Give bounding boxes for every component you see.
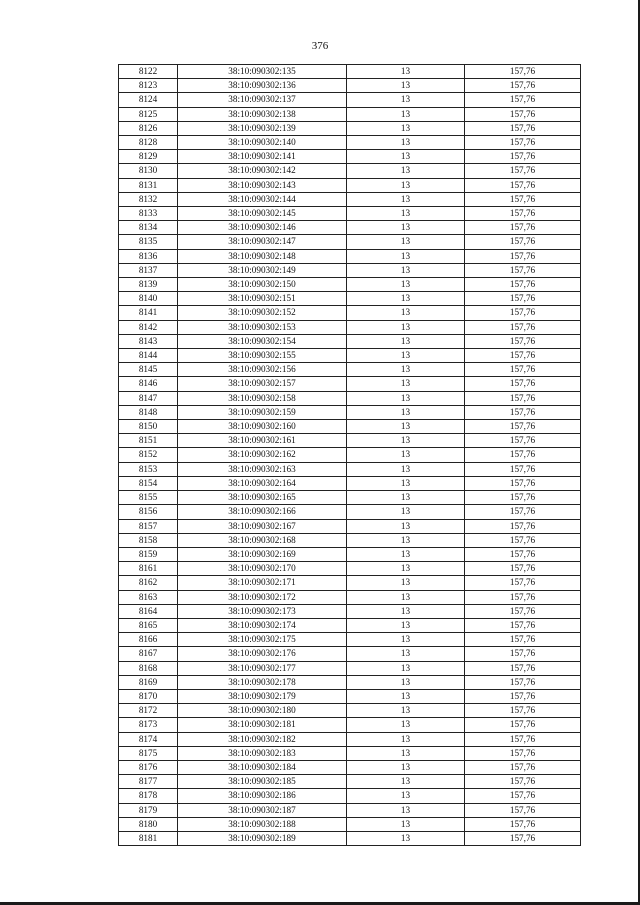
cadastral-number-cell: 38:10:090302:179 (178, 689, 347, 703)
cadastral-number-cell: 38:10:090302:173 (178, 604, 347, 618)
amount-cell: 157,76 (465, 647, 581, 661)
table-row (119, 434, 581, 448)
table-row (119, 647, 581, 661)
table-row (119, 462, 581, 476)
amount-cell: 157,76 (465, 235, 581, 249)
quantity-cell: 13 (347, 93, 465, 107)
cadastral-number-cell: 38:10:090302:160 (178, 420, 347, 434)
table-row (119, 249, 581, 263)
amount-cell: 157,76 (465, 136, 581, 150)
quantity-cell: 13 (347, 391, 465, 405)
table-row (119, 192, 581, 206)
cadastral-number-cell: 38:10:090302:170 (178, 562, 347, 576)
table-row (119, 136, 581, 150)
table-row (119, 675, 581, 689)
cadastral-number-cell: 38:10:090302:184 (178, 760, 347, 774)
quantity-cell: 13 (347, 675, 465, 689)
table-row (119, 746, 581, 760)
record-number-cell: 8125 (119, 107, 178, 121)
quantity-cell: 13 (347, 405, 465, 419)
amount-cell: 157,76 (465, 207, 581, 221)
record-number-cell: 8169 (119, 675, 178, 689)
record-number-cell: 8136 (119, 249, 178, 263)
quantity-cell: 13 (347, 505, 465, 519)
record-number-cell: 8144 (119, 349, 178, 363)
record-number-cell: 8175 (119, 746, 178, 760)
table-row (119, 789, 581, 803)
table-row (119, 760, 581, 774)
table-row (119, 391, 581, 405)
quantity-cell: 13 (347, 221, 465, 235)
quantity-cell: 13 (347, 235, 465, 249)
cadastral-number-cell: 38:10:090302:154 (178, 334, 347, 348)
amount-cell: 157,76 (465, 590, 581, 604)
cadastral-number-cell: 38:10:090302:172 (178, 590, 347, 604)
table-row (119, 65, 581, 79)
quantity-cell: 13 (347, 207, 465, 221)
table-row (119, 207, 581, 221)
quantity-cell: 13 (347, 292, 465, 306)
record-number-cell: 8178 (119, 789, 178, 803)
cadastral-number-cell: 38:10:090302:167 (178, 519, 347, 533)
quantity-cell: 13 (347, 448, 465, 462)
amount-cell: 157,76 (465, 164, 581, 178)
quantity-cell: 13 (347, 775, 465, 789)
cadastral-number-cell: 38:10:090302:166 (178, 505, 347, 519)
amount-cell: 157,76 (465, 576, 581, 590)
table-row (119, 562, 581, 576)
record-number-cell: 8154 (119, 476, 178, 490)
cadastral-number-cell: 38:10:090302:151 (178, 292, 347, 306)
quantity-cell: 13 (347, 746, 465, 760)
quantity-cell: 13 (347, 647, 465, 661)
cadastral-number-cell: 38:10:090302:161 (178, 434, 347, 448)
record-number-cell: 8179 (119, 803, 178, 817)
amount-cell: 157,76 (465, 121, 581, 135)
quantity-cell: 13 (347, 136, 465, 150)
record-number-cell: 8172 (119, 704, 178, 718)
record-number-cell: 8146 (119, 377, 178, 391)
quantity-cell: 13 (347, 363, 465, 377)
quantity-cell: 13 (347, 65, 465, 79)
amount-cell: 157,76 (465, 618, 581, 632)
cadastral-number-cell: 38:10:090302:163 (178, 462, 347, 476)
quantity-cell: 13 (347, 164, 465, 178)
record-number-cell: 8124 (119, 93, 178, 107)
quantity-cell: 13 (347, 263, 465, 277)
amount-cell: 157,76 (465, 462, 581, 476)
quantity-cell: 13 (347, 79, 465, 93)
amount-cell: 157,76 (465, 434, 581, 448)
quantity-cell: 13 (347, 306, 465, 320)
cadastral-number-cell: 38:10:090302:138 (178, 107, 347, 121)
record-number-cell: 8181 (119, 831, 178, 845)
record-number-cell: 8155 (119, 491, 178, 505)
amount-cell: 157,76 (465, 476, 581, 490)
amount-cell: 157,76 (465, 789, 581, 803)
cadastral-number-cell: 38:10:090302:183 (178, 746, 347, 760)
record-number-cell: 8122 (119, 65, 178, 79)
record-number-cell: 8164 (119, 604, 178, 618)
table-row (119, 93, 581, 107)
cadastral-number-cell: 38:10:090302:155 (178, 349, 347, 363)
quantity-cell: 13 (347, 661, 465, 675)
table-row (119, 363, 581, 377)
record-number-cell: 8126 (119, 121, 178, 135)
quantity-cell: 13 (347, 519, 465, 533)
table-row (119, 121, 581, 135)
table-row (119, 405, 581, 419)
table-row (119, 150, 581, 164)
cadastral-number-cell: 38:10:090302:178 (178, 675, 347, 689)
record-number-cell: 8129 (119, 150, 178, 164)
cadastral-number-cell: 38:10:090302:150 (178, 278, 347, 292)
amount-cell: 157,76 (465, 704, 581, 718)
amount-cell: 157,76 (465, 334, 581, 348)
record-number-cell: 8157 (119, 519, 178, 533)
cadastral-number-cell: 38:10:090302:162 (178, 448, 347, 462)
cadastral-number-cell: 38:10:090302:156 (178, 363, 347, 377)
table-row (119, 533, 581, 547)
amount-cell: 157,76 (465, 604, 581, 618)
table-row (119, 377, 581, 391)
record-number-cell: 8148 (119, 405, 178, 419)
table-row (119, 732, 581, 746)
table-row (119, 334, 581, 348)
amount-cell: 157,76 (465, 760, 581, 774)
table-row (119, 661, 581, 675)
record-number-cell: 8159 (119, 547, 178, 561)
quantity-cell: 13 (347, 732, 465, 746)
quantity-cell: 13 (347, 320, 465, 334)
quantity-cell: 13 (347, 789, 465, 803)
cadastral-number-cell: 38:10:090302:143 (178, 178, 347, 192)
amount-cell: 157,76 (465, 79, 581, 93)
table-row (119, 718, 581, 732)
table-row (119, 775, 581, 789)
quantity-cell: 13 (347, 192, 465, 206)
amount-cell: 157,76 (465, 533, 581, 547)
cadastral-number-cell: 38:10:090302:159 (178, 405, 347, 419)
record-number-cell: 8143 (119, 334, 178, 348)
table-row (119, 831, 581, 845)
amount-cell: 157,76 (465, 292, 581, 306)
amount-cell: 157,76 (465, 505, 581, 519)
record-number-cell: 8139 (119, 278, 178, 292)
amount-cell: 157,76 (465, 263, 581, 277)
data-table (118, 64, 581, 846)
cadastral-number-cell: 38:10:090302:148 (178, 249, 347, 263)
table-body (119, 65, 581, 846)
quantity-cell: 13 (347, 817, 465, 831)
amount-cell: 157,76 (465, 718, 581, 732)
record-number-cell: 8153 (119, 462, 178, 476)
amount-cell: 157,76 (465, 831, 581, 845)
amount-cell: 157,76 (465, 349, 581, 363)
record-number-cell: 8145 (119, 363, 178, 377)
cadastral-number-cell: 38:10:090302:180 (178, 704, 347, 718)
cadastral-number-cell: 38:10:090302:158 (178, 391, 347, 405)
cadastral-number-cell: 38:10:090302:142 (178, 164, 347, 178)
table-row (119, 491, 581, 505)
quantity-cell: 13 (347, 434, 465, 448)
table-row (119, 476, 581, 490)
record-number-cell: 8131 (119, 178, 178, 192)
cadastral-number-cell: 38:10:090302:144 (178, 192, 347, 206)
quantity-cell: 13 (347, 178, 465, 192)
amount-cell: 157,76 (465, 519, 581, 533)
page-number: 376 (311, 40, 329, 52)
amount-cell: 157,76 (465, 817, 581, 831)
record-number-cell: 8156 (119, 505, 178, 519)
table-row (119, 704, 581, 718)
quantity-cell: 13 (347, 831, 465, 845)
record-number-cell: 8134 (119, 221, 178, 235)
table-row (119, 235, 581, 249)
cadastral-number-cell: 38:10:090302:165 (178, 491, 347, 505)
amount-cell: 157,76 (465, 249, 581, 263)
cadastral-number-cell: 38:10:090302:141 (178, 150, 347, 164)
amount-cell: 157,76 (465, 306, 581, 320)
record-number-cell: 8165 (119, 618, 178, 632)
record-number-cell: 8170 (119, 689, 178, 703)
cadastral-number-cell: 38:10:090302:187 (178, 803, 347, 817)
table-row (119, 164, 581, 178)
quantity-cell: 13 (347, 803, 465, 817)
cadastral-number-cell: 38:10:090302:145 (178, 207, 347, 221)
cadastral-number-cell: 38:10:090302:147 (178, 235, 347, 249)
cadastral-number-cell: 38:10:090302:139 (178, 121, 347, 135)
amount-cell: 157,76 (465, 363, 581, 377)
cadastral-number-cell: 38:10:090302:186 (178, 789, 347, 803)
cadastral-number-cell: 38:10:090302:136 (178, 79, 347, 93)
record-number-cell: 8141 (119, 306, 178, 320)
table-row (119, 618, 581, 632)
amount-cell: 157,76 (465, 689, 581, 703)
cadastral-number-cell: 38:10:090302:168 (178, 533, 347, 547)
amount-cell: 157,76 (465, 420, 581, 434)
amount-cell: 157,76 (465, 661, 581, 675)
quantity-cell: 13 (347, 420, 465, 434)
cadastral-number-cell: 38:10:090302:164 (178, 476, 347, 490)
quantity-cell: 13 (347, 150, 465, 164)
cadastral-number-cell: 38:10:090302:176 (178, 647, 347, 661)
quantity-cell: 13 (347, 377, 465, 391)
table-row (119, 519, 581, 533)
amount-cell: 157,76 (465, 65, 581, 79)
quantity-cell: 13 (347, 491, 465, 505)
amount-cell: 157,76 (465, 775, 581, 789)
amount-cell: 157,76 (465, 562, 581, 576)
cadastral-number-cell: 38:10:090302:153 (178, 320, 347, 334)
cadastral-number-cell: 38:10:090302:157 (178, 377, 347, 391)
amount-cell: 157,76 (465, 732, 581, 746)
amount-cell: 157,76 (465, 405, 581, 419)
quantity-cell: 13 (347, 121, 465, 135)
quantity-cell: 13 (347, 334, 465, 348)
cadastral-number-cell: 38:10:090302:135 (178, 65, 347, 79)
quantity-cell: 13 (347, 704, 465, 718)
cadastral-number-cell: 38:10:090302:175 (178, 633, 347, 647)
amount-cell: 157,76 (465, 150, 581, 164)
cadastral-number-cell: 38:10:090302:174 (178, 618, 347, 632)
cadastral-number-cell: 38:10:090302:185 (178, 775, 347, 789)
record-number-cell: 8132 (119, 192, 178, 206)
table-row (119, 79, 581, 93)
cadastral-number-cell: 38:10:090302:188 (178, 817, 347, 831)
record-number-cell: 8158 (119, 533, 178, 547)
table-row (119, 803, 581, 817)
amount-cell: 157,76 (465, 320, 581, 334)
amount-cell: 157,76 (465, 547, 581, 561)
amount-cell: 157,76 (465, 746, 581, 760)
quantity-cell: 13 (347, 278, 465, 292)
table-row (119, 292, 581, 306)
record-number-cell: 8166 (119, 633, 178, 647)
table-row (119, 306, 581, 320)
amount-cell: 157,76 (465, 192, 581, 206)
cadastral-number-cell: 38:10:090302:146 (178, 221, 347, 235)
table-row (119, 278, 581, 292)
cadastral-number-cell: 38:10:090302:181 (178, 718, 347, 732)
amount-cell: 157,76 (465, 391, 581, 405)
record-number-cell: 8147 (119, 391, 178, 405)
record-number-cell: 8176 (119, 760, 178, 774)
amount-cell: 157,76 (465, 221, 581, 235)
table-row (119, 633, 581, 647)
amount-cell: 157,76 (465, 803, 581, 817)
record-number-cell: 8137 (119, 263, 178, 277)
record-number-cell: 8151 (119, 434, 178, 448)
quantity-cell: 13 (347, 633, 465, 647)
quantity-cell: 13 (347, 562, 465, 576)
cadastral-number-cell: 38:10:090302:177 (178, 661, 347, 675)
table-row (119, 320, 581, 334)
record-number-cell: 8133 (119, 207, 178, 221)
table-row (119, 604, 581, 618)
quantity-cell: 13 (347, 476, 465, 490)
record-number-cell: 8135 (119, 235, 178, 249)
amount-cell: 157,76 (465, 448, 581, 462)
quantity-cell: 13 (347, 689, 465, 703)
quantity-cell: 13 (347, 349, 465, 363)
table-row (119, 448, 581, 462)
record-number-cell: 8130 (119, 164, 178, 178)
quantity-cell: 13 (347, 618, 465, 632)
record-number-cell: 8168 (119, 661, 178, 675)
quantity-cell: 13 (347, 107, 465, 121)
record-number-cell: 8161 (119, 562, 178, 576)
quantity-cell: 13 (347, 576, 465, 590)
quantity-cell: 13 (347, 533, 465, 547)
record-number-cell: 8174 (119, 732, 178, 746)
table-row (119, 590, 581, 604)
cadastral-number-cell: 38:10:090302:149 (178, 263, 347, 277)
amount-cell: 157,76 (465, 377, 581, 391)
quantity-cell: 13 (347, 249, 465, 263)
table-row (119, 107, 581, 121)
quantity-cell: 13 (347, 590, 465, 604)
record-number-cell: 8128 (119, 136, 178, 150)
cadastral-number-cell: 38:10:090302:152 (178, 306, 347, 320)
table-row (119, 689, 581, 703)
quantity-cell: 13 (347, 718, 465, 732)
record-number-cell: 8173 (119, 718, 178, 732)
record-number-cell: 8142 (119, 320, 178, 334)
cadastral-number-cell: 38:10:090302:140 (178, 136, 347, 150)
table-row (119, 178, 581, 192)
amount-cell: 157,76 (465, 675, 581, 689)
quantity-cell: 13 (347, 462, 465, 476)
cadastral-number-cell: 38:10:090302:182 (178, 732, 347, 746)
amount-cell: 157,76 (465, 178, 581, 192)
record-number-cell: 8152 (119, 448, 178, 462)
amount-cell: 157,76 (465, 107, 581, 121)
table-row (119, 420, 581, 434)
cadastral-number-cell: 38:10:090302:189 (178, 831, 347, 845)
amount-cell: 157,76 (465, 93, 581, 107)
record-number-cell: 8177 (119, 775, 178, 789)
table-row (119, 505, 581, 519)
quantity-cell: 13 (347, 760, 465, 774)
amount-cell: 157,76 (465, 278, 581, 292)
quantity-cell: 13 (347, 547, 465, 561)
table-row (119, 263, 581, 277)
amount-cell: 157,76 (465, 491, 581, 505)
record-number-cell: 8140 (119, 292, 178, 306)
record-number-cell: 8163 (119, 590, 178, 604)
table-row (119, 547, 581, 561)
cadastral-number-cell: 38:10:090302:169 (178, 547, 347, 561)
table-row (119, 349, 581, 363)
table-row (119, 576, 581, 590)
record-number-cell: 8180 (119, 817, 178, 831)
amount-cell: 157,76 (465, 633, 581, 647)
record-number-cell: 8123 (119, 79, 178, 93)
cadastral-number-cell: 38:10:090302:137 (178, 93, 347, 107)
cadastral-number-cell: 38:10:090302:171 (178, 576, 347, 590)
table-row (119, 817, 581, 831)
record-number-cell: 8150 (119, 420, 178, 434)
record-number-cell: 8167 (119, 647, 178, 661)
quantity-cell: 13 (347, 604, 465, 618)
record-number-cell: 8162 (119, 576, 178, 590)
table-row (119, 221, 581, 235)
